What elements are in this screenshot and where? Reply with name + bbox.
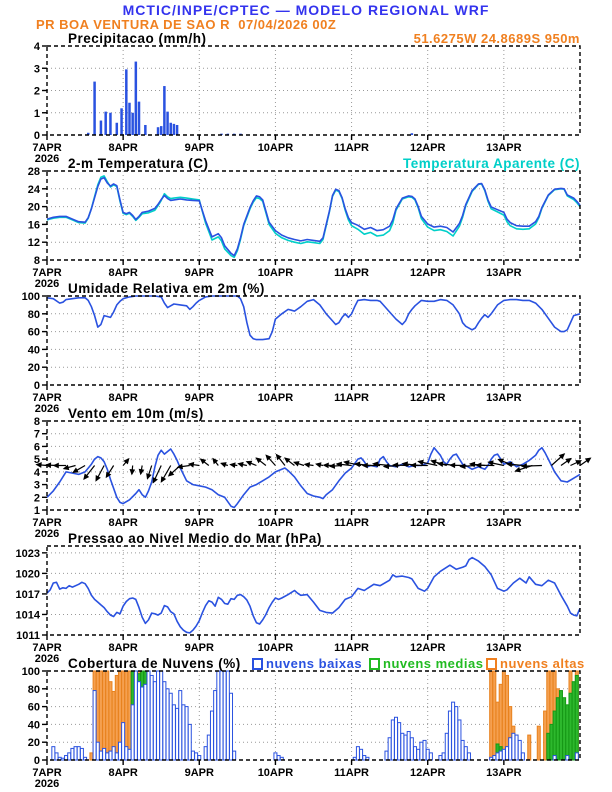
y-tick-label: 16: [27, 219, 40, 232]
x-tick-label: 13APR: [486, 142, 522, 154]
y-tick-label: 3: [33, 63, 40, 76]
x-tick-label: 9APR: [184, 392, 214, 404]
panel-title: Vento em 10m (m/s): [68, 406, 204, 421]
y-tick-label: 12: [27, 237, 40, 250]
precip-bar: [109, 113, 112, 135]
x-tick-label: 13APR: [486, 767, 522, 779]
x-tick-label: 11APR: [334, 392, 370, 404]
plot-frame: [47, 171, 580, 260]
y-tick-label: 0: [33, 755, 40, 767]
panel-umidade: [22, 281, 580, 415]
precip-bar: [93, 82, 96, 135]
series-line: [47, 558, 580, 633]
x-tick-label: 9APR: [184, 517, 214, 529]
x-tick-label: 12APR: [409, 392, 446, 404]
x-tick-label: 7APR: [32, 642, 62, 654]
x-tick-label: 7APR: [32, 267, 62, 279]
precip-bar: [104, 112, 107, 135]
legend-label: nuvens altas: [500, 656, 585, 671]
x-tick-label: 12APR: [409, 267, 446, 279]
y-tick-label: 5: [33, 454, 40, 467]
precip-bar: [128, 103, 131, 135]
precip-bar: [100, 121, 103, 135]
x-tick-label: 9APR: [184, 642, 214, 654]
y-tick-label: 8: [33, 416, 40, 428]
legend-label: nuvens baixas: [266, 656, 363, 671]
x-tick-label: 11APR: [334, 267, 370, 279]
x-tick-label: 12APR: [409, 767, 446, 779]
series-line: [47, 178, 580, 256]
y-tick-label: 20: [27, 737, 40, 750]
series-line: [47, 296, 580, 340]
x-year-label: 2026: [34, 403, 60, 415]
y-tick-label: 2: [33, 492, 40, 505]
x-tick-label: 8APR: [108, 642, 138, 654]
panel-vento: [32, 406, 590, 540]
panel-title: Precipitacao (mm/h): [68, 31, 207, 46]
x-year-label: 2026: [34, 278, 60, 290]
x-tick-label: 8APR: [108, 142, 138, 154]
y-tick-label: 7: [33, 428, 40, 441]
precip-bar: [166, 112, 169, 135]
x-tick-label: 9APR: [184, 267, 214, 279]
y-tick-label: 6: [33, 441, 40, 454]
y-tick-label: 60: [27, 701, 40, 714]
y-tick-label: 80: [27, 683, 40, 696]
x-tick-label: 13APR: [486, 267, 522, 279]
panel-temperatura: [28, 156, 580, 290]
x-tick-label: 9APR: [184, 142, 214, 154]
x-year-label: 2026: [34, 778, 60, 790]
legend-label: nuvens medias: [383, 656, 484, 671]
x-tick-label: 8APR: [108, 517, 138, 529]
panel-right-label: Temperatura Aparente (C): [402, 156, 580, 171]
x-tick-label: 13APR: [486, 392, 522, 404]
y-tick-label: 40: [27, 344, 40, 357]
plot-frame: [47, 546, 580, 635]
precip-bar: [176, 125, 179, 135]
y-tick-label: 1: [33, 505, 40, 517]
y-tick-label: 28: [27, 166, 40, 178]
y-tick-label: 60: [27, 326, 40, 339]
panel-precipitacao: [32, 31, 580, 165]
x-tick-label: 10APR: [257, 517, 294, 529]
panel-title: Cobertura de Nuvens (%): [68, 656, 241, 671]
precip-bar: [157, 127, 160, 135]
precip-bar: [135, 62, 138, 135]
y-tick-label: 1017: [15, 588, 40, 601]
x-tick-label: 7APR: [32, 142, 62, 154]
y-tick-label: 40: [27, 719, 40, 732]
precip-bar: [163, 86, 166, 135]
x-tick-label: 7APR: [32, 767, 62, 779]
y-tick-label: 4: [33, 466, 40, 479]
x-tick-label: 10APR: [257, 267, 294, 279]
x-tick-label: 9APR: [184, 767, 214, 779]
x-tick-label: 10APR: [257, 767, 294, 779]
x-tick-label: 11APR: [334, 517, 370, 529]
precip-bar: [144, 125, 147, 135]
panel-title: Pressao ao Nivel Medio do Mar (hPa): [68, 531, 322, 546]
precip-bar: [120, 108, 123, 135]
x-tick-label: 12APR: [409, 142, 446, 154]
panel-title: Umidade Relativa em 2m (%): [68, 281, 265, 296]
x-tick-label: 11APR: [334, 767, 370, 779]
y-tick-label: 3: [33, 479, 40, 492]
x-tick-label: 7APR: [32, 392, 62, 404]
precip-bar: [131, 113, 134, 135]
x-tick-label: 7APR: [32, 517, 62, 529]
x-tick-label: 10APR: [257, 642, 294, 654]
precip-bar: [125, 69, 128, 135]
y-tick-label: 2: [33, 85, 40, 98]
legend-swatch-icon: [487, 659, 496, 669]
y-tick-label: 4: [33, 41, 40, 53]
x-tick-label: 10APR: [257, 392, 294, 404]
x-tick-label: 10APR: [257, 142, 294, 154]
plot-frame: [47, 296, 580, 385]
y-tick-label: 1014: [15, 609, 40, 622]
wind-vectors: [37, 454, 591, 482]
panel-nuvens: [22, 656, 585, 790]
y-tick-label: 1: [33, 107, 40, 120]
x-year-label: 2026: [34, 653, 60, 665]
y-tick-label: 24: [27, 183, 40, 196]
x-tick-label: 12APR: [409, 642, 446, 654]
panel-pressao: [16, 531, 580, 665]
precip-bar: [173, 124, 176, 135]
x-tick-label: 11APR: [334, 642, 370, 654]
coordinates-label: 51.6275W 24.8689S 950m: [413, 31, 580, 46]
x-tick-label: 13APR: [486, 642, 522, 654]
precip-bar: [169, 123, 172, 135]
x-year-label: 2026: [34, 528, 60, 540]
y-tick-label: 0: [33, 380, 40, 392]
y-tick-label: 1020: [15, 568, 40, 581]
legend-swatch-icon: [253, 659, 262, 669]
station-and-run-label: PR BOA VENTURA DE SAO R 07/04/2026 00Z: [36, 17, 337, 32]
model-title: MCTIC/INPE/CPTEC — MODELO REGIONAL WRF: [122, 2, 490, 18]
y-tick-label: 20: [27, 201, 40, 214]
y-tick-label: 1011: [16, 630, 40, 642]
x-tick-label: 8APR: [108, 392, 138, 404]
x-tick-label: 11APR: [334, 142, 370, 154]
x-tick-label: 8APR: [108, 767, 138, 779]
y-tick-label: 1023: [15, 547, 40, 560]
y-tick-label: 8: [33, 255, 40, 267]
y-tick-label: 100: [21, 666, 40, 678]
series-line: [47, 176, 580, 257]
panel-title: 2-m Temperatura (C): [68, 156, 209, 171]
series-line: [47, 448, 580, 508]
precip-bar: [160, 126, 163, 135]
x-tick-label: 12APR: [409, 517, 446, 529]
legend-swatch-icon: [370, 659, 379, 669]
x-tick-label: 13APR: [486, 517, 522, 529]
y-tick-label: 0: [33, 130, 40, 142]
y-tick-label: 100: [21, 291, 40, 303]
precip-bar: [138, 102, 141, 135]
y-tick-label: 20: [27, 362, 40, 375]
x-year-label: 2026: [34, 153, 60, 165]
x-tick-label: 8APR: [108, 267, 138, 279]
precip-bar: [116, 123, 119, 135]
y-tick-label: 80: [27, 308, 40, 321]
